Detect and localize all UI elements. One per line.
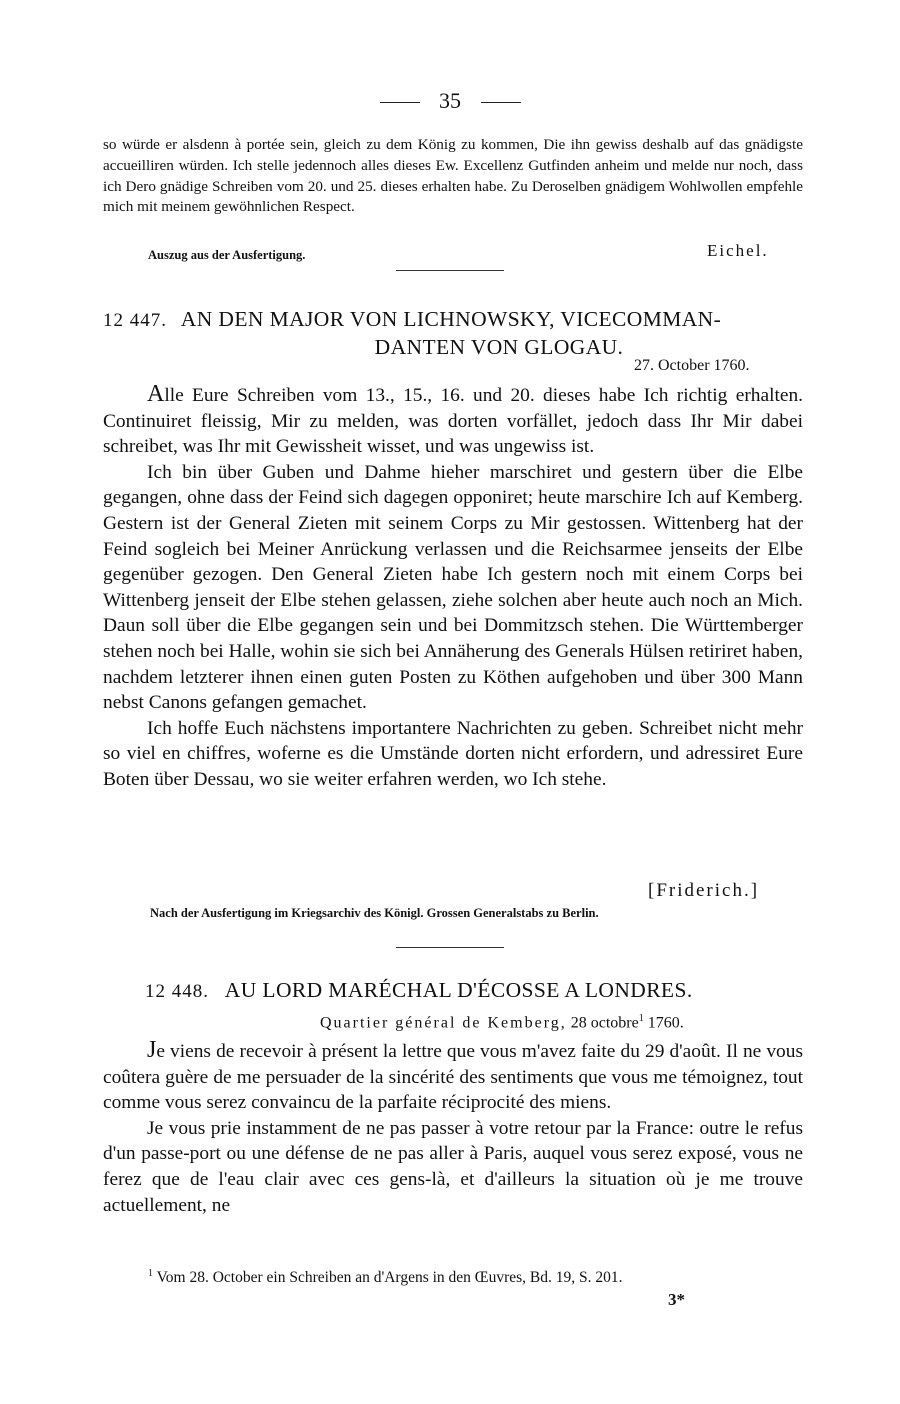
letter-12447-source: Nach der Ausfertigung im Kriegsarchiv des Königl. Grossen Generalstabs zu Berlin. <box>150 906 599 920</box>
separator-rule-1 <box>396 270 504 271</box>
letter-12447-paragraph-2: Ich bin über Guben und Dahme hieher marschiret und gestern über die Elbe gegangen, ohne dass der Feind sich dagegen opponiret; heute marschire Ich auf Kemberg. Gestern ist der General Zieten mit seinem Corps zu Mir gestossen. Wittenberg hat der Feind sogleich bei Meiner Anrückung verlassen und die Reichsarmee jenseits der Elbe gegenüber gezogen. Den General Zieten habe Ich gestern noch mit einem Corps bei Wittenberg jenseit der Elbe stehen gelassen, ziehe solchen aber heute auch noch an Mich. Daun soll über die Elbe gegangen sein und bei Dommitzsch stehen. Die Württemberger stehen noch bei Halle, wohin sie sich bei Annäherung des Generals Hülsen retiriret haben, nachdem letzterer ihnen einen guten Posten zu Köthen aufgehoben und über 300 Mann nebst Canons gefangen gemachet. <box>103 461 803 714</box>
footnote <box>148 1268 808 1287</box>
page-number: 35 <box>439 88 461 113</box>
letter-12448-date-day: 28 octobre <box>570 1014 639 1032</box>
letter-12448-date-year: 1760. <box>647 1014 684 1032</box>
letter-12448-date <box>320 1013 684 1032</box>
previous-letter-signature: Eichel. <box>707 241 769 260</box>
letter-12448-footnote-ref: 1 <box>638 1013 644 1024</box>
letter-12447-number: 12 447. <box>103 310 167 331</box>
letter-12447-title-line1: AN DEN MAJOR VON LICHNOWSKY, VICECOMMAN- <box>180 307 722 331</box>
letter-12447-signature: [Friderich.] <box>648 880 760 901</box>
letter-12447-title-line2: DANTEN VON GLOGAU. <box>374 335 624 359</box>
separator-rule-2 <box>396 947 504 948</box>
signature-mark: 3* <box>668 1290 685 1309</box>
letter-12448-paragraph-2: Je vous prie instamment de ne pas passer à votre retour par la France: outre le refus d'un passe-port ou une défense de ne pas aller à Paris, auquel vous serez exposé, vous ne ferez que de l'eau clair avec ces gens-là, et d'ailleurs la situation où je me trouve actuellement, ne <box>103 1117 803 1216</box>
letter-12447-paragraph-1-text: lle Eure Schreiben vom 13., 15., 16. und 20. dieses habe Ich richtig erhalten. Continuiret fleissig, Mir zu melden, was dorten vorfället, jedoch dass Ihr Mir dabei schreibet, was Ihr mit Gewissheit wisset, und was ungewiss ist. <box>103 385 803 458</box>
letter-12447-date: 27. October 1760. <box>634 357 750 374</box>
previous-letter-text: so würde er alsdenn à portée sein, gleich zu dem König zu kommen, Die ihn gewiss deshalb auf das gnädigste accueilliren würden. Ich stelle jedennoch alles dieses Ew. Excellenz Gutfinden anheim und melde nur noch, dass ich Dero gnädige Schreiben vom 20. und 25. dieses erhalten habe. Zu Deroselben gnädigem Wohlwollen empfehle mich mit meinem gewöhnlichen Respect. <box>103 136 803 216</box>
letter-12448-paragraph-1-text: e viens de recevoir à présent la lettre que vous m'avez faite du 29 d'août. Il ne vous coûtera guère de me persuader de la sincérité des sentiments que vous me témoignez, tout comme vous serez convaincu de la parfaite réciprocité des miens. <box>103 1041 803 1114</box>
letter-12448-number: 12 448. <box>145 981 209 1002</box>
letter-12447-heading <box>103 306 803 360</box>
previous-letter-source: Auszug aus der Ausfertigung. <box>148 248 306 262</box>
letter-12448-title: AU LORD MARÉCHAL D'ÉCOSSE A LONDRES. <box>224 978 693 1002</box>
footnote-text: Vom 28. October ein Schreiben an d'Argens in den Œuvres, Bd. 19, S. 201. <box>156 1269 623 1287</box>
letter-12448-paragraph-1 <box>103 1038 803 1116</box>
letter-12447-body <box>103 382 803 793</box>
letter-12448-heading <box>145 977 805 1005</box>
previous-letter-ending <box>103 135 803 218</box>
letter-12447-paragraph-3: Ich hoffe Euch nächstens importantere Nachrichten zu geben. Schreibet nicht mehr so viel en chiffres, woferne es die Umstände dorten nicht erfordern, und adressiret Eure Boten über Dessau, wo sie weiter erfahren werden, wo Ich stehe. <box>103 717 803 790</box>
letter-12447-paragraph-1 <box>103 382 803 460</box>
letter-12448-dropcap: J <box>147 1037 157 1063</box>
page-header <box>0 88 900 114</box>
footnote-marker: 1 <box>148 1268 153 1279</box>
header-dash-right <box>481 102 521 103</box>
letter-12448-date-place: Quartier général de Kemberg, <box>320 1014 567 1032</box>
header-dash-left <box>380 102 420 103</box>
letter-12448-body <box>103 1038 803 1218</box>
letter-12447-dropcap: A <box>147 381 165 407</box>
